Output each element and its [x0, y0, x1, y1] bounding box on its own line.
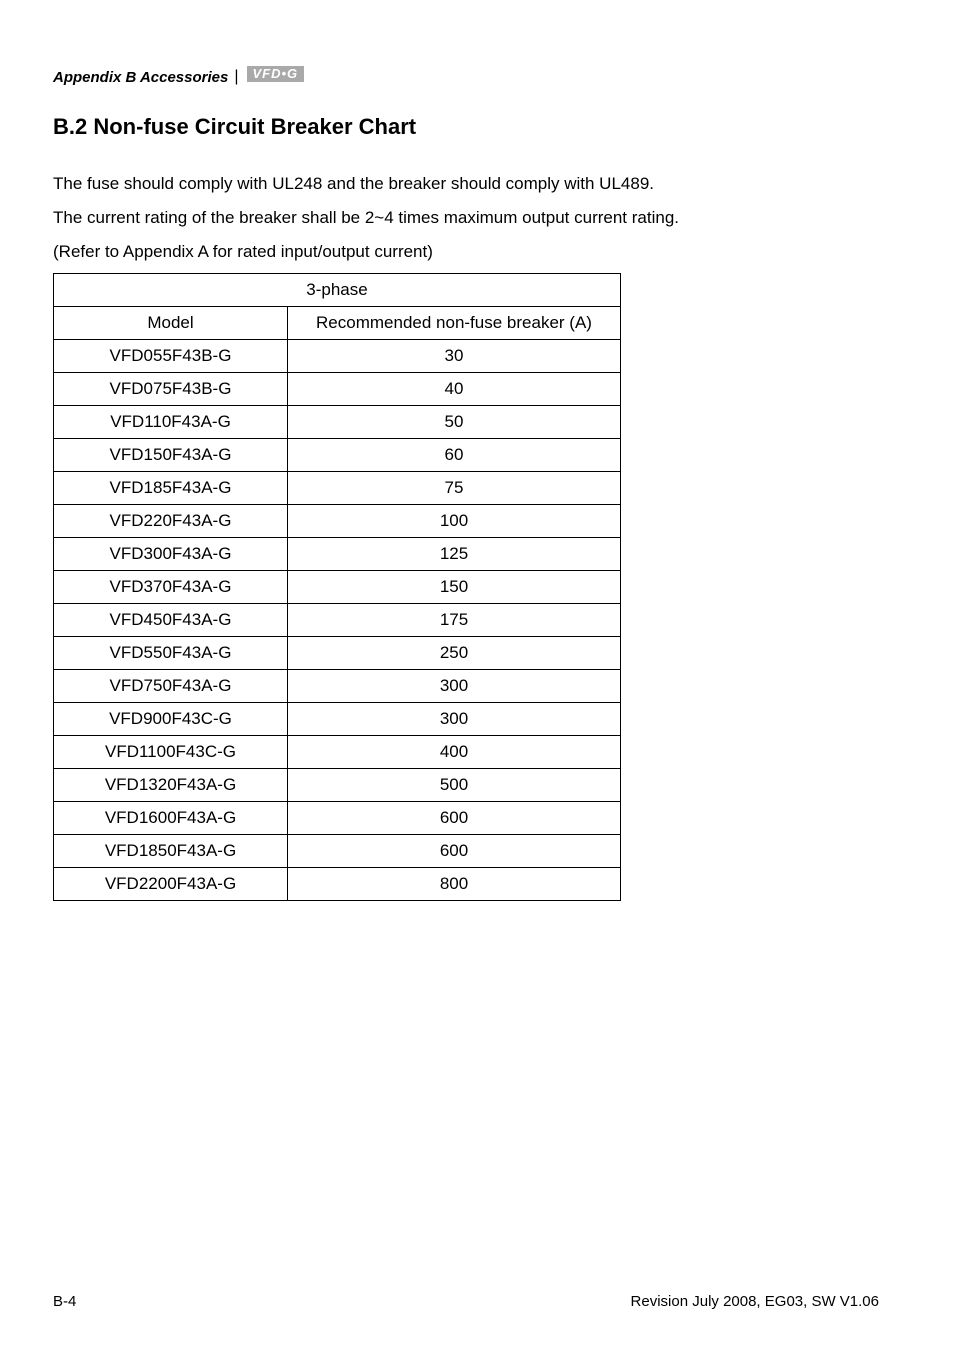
breaker-rating-cell: 600: [288, 802, 621, 835]
table-row: [54, 604, 621, 637]
model-cell: VFD900F43C-G: [54, 703, 288, 736]
model-cell: VFD185F43A-G: [54, 472, 288, 505]
breaker-rating-cell: 300: [288, 703, 621, 736]
column-header-breaker: Recommended non-fuse breaker (A): [288, 307, 621, 340]
model-cell: VFD110F43A-G: [54, 406, 288, 439]
breaker-rating-cell: 100: [288, 505, 621, 538]
model-cell: VFD055F43B-G: [54, 340, 288, 373]
table-row: [54, 439, 621, 472]
table-row: [54, 736, 621, 769]
breaker-rating-cell: 600: [288, 835, 621, 868]
table-row: [54, 538, 621, 571]
page-title: B.2 Non-fuse Circuit Breaker Chart: [53, 114, 417, 139]
breaker-rating-cell: 150: [288, 571, 621, 604]
page-number: B-4: [53, 1293, 77, 1310]
table-row: [54, 505, 621, 538]
model-cell: VFD370F43A-G: [54, 571, 288, 604]
table-row: [54, 769, 621, 802]
model-cell: VFD2200F43A-G: [54, 868, 288, 901]
breaker-rating-cell: 175: [288, 604, 621, 637]
model-cell: VFD220F43A-G: [54, 505, 288, 538]
table-row: [54, 571, 621, 604]
model-cell: VFD450F43A-G: [54, 604, 288, 637]
table-row: [54, 868, 621, 901]
breaker-rating-cell: 75: [288, 472, 621, 505]
breaker-table: [53, 273, 621, 901]
table-row: [54, 670, 621, 703]
reference-note-text: (Refer to Appendix A for rated input/output current): [53, 242, 433, 261]
table-row: [54, 340, 621, 373]
section-label: Appendix B Accessories: [53, 68, 229, 86]
table-row: [54, 802, 621, 835]
model-cell: VFD550F43A-G: [54, 637, 288, 670]
breaker-rating-cell: 40: [288, 373, 621, 406]
model-cell: VFD075F43B-G: [54, 373, 288, 406]
table-row: [54, 835, 621, 868]
breaker-rating-cell: 30: [288, 340, 621, 373]
breaker-rating-cell: 60: [288, 439, 621, 472]
current-rating-text: The current rating of the breaker shall be 2~4 times maximum output current rating.: [53, 208, 679, 227]
breaker-rating-cell: 300: [288, 670, 621, 703]
model-cell: VFD750F43A-G: [54, 670, 288, 703]
breaker-rating-cell: 250: [288, 637, 621, 670]
vfd-g-logo: VFD•G: [247, 66, 305, 82]
breaker-rating-cell: 400: [288, 736, 621, 769]
table-group-header: 3-phase: [54, 274, 621, 307]
table-row: [54, 406, 621, 439]
breaker-rating-cell: 125: [288, 538, 621, 571]
fuse-compliance-text: The fuse should comply with UL248 and the breaker should comply with UL489.: [53, 174, 655, 193]
table-row: [54, 703, 621, 736]
table-row: [54, 373, 621, 406]
header-separator: |: [234, 68, 239, 85]
model-cell: VFD1600F43A-G: [54, 802, 288, 835]
table-row: [54, 472, 621, 505]
model-cell: VFD1100F43C-G: [54, 736, 288, 769]
column-header-model: Model: [54, 307, 288, 340]
model-cell: VFD1320F43A-G: [54, 769, 288, 802]
model-cell: VFD150F43A-G: [54, 439, 288, 472]
table-row: [54, 637, 621, 670]
model-cell: VFD1850F43A-G: [54, 835, 288, 868]
table-body: [54, 340, 621, 901]
breaker-rating-cell: 500: [288, 769, 621, 802]
breaker-rating-cell: 50: [288, 406, 621, 439]
revision-info: Revision July 2008, EG03, SW V1.06: [630, 1293, 879, 1310]
page-header: [53, 68, 304, 86]
model-cell: VFD300F43A-G: [54, 538, 288, 571]
breaker-rating-cell: 800: [288, 868, 621, 901]
